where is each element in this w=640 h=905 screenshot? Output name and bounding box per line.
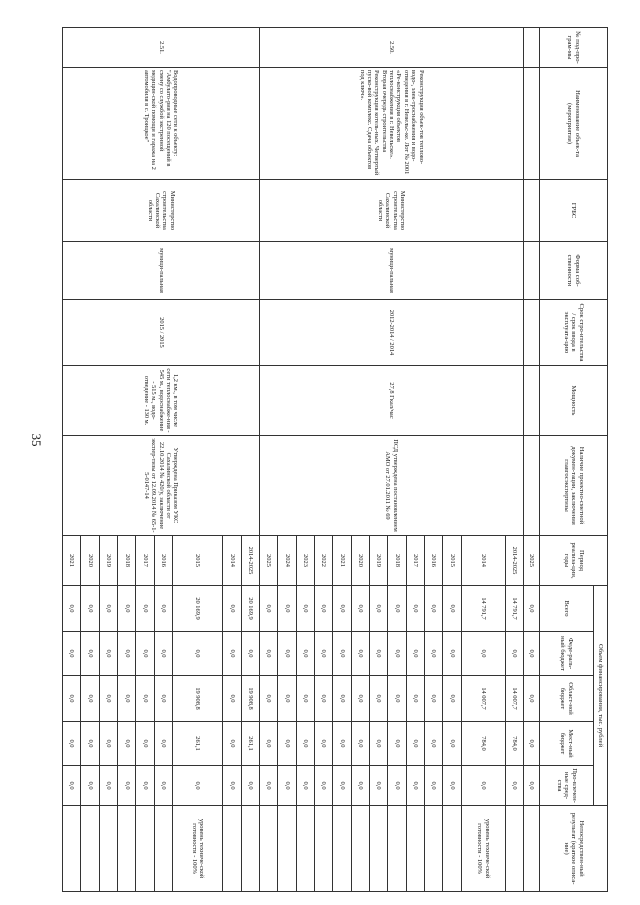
cell-name: Водопроводные сети к объекту: "Амбулато-рия на 120 посещений в смену со службой экстренной медицин-ской помощи и гаража на 2 автомобиля в с. Троицкое" bbox=[63, 68, 260, 180]
cell-grbs: Министерство строительства Сахалинской области bbox=[259, 180, 523, 242]
cell-local: 0,0 bbox=[136, 722, 154, 766]
cell-regional: 0,0 bbox=[223, 676, 241, 722]
cell-other: 0,0 bbox=[173, 766, 223, 806]
cell-federal: 0,0 bbox=[136, 632, 154, 676]
cell-other: 0,0 bbox=[388, 766, 406, 806]
cell-federal: 0,0 bbox=[241, 632, 259, 676]
cell-period: 2017 bbox=[406, 536, 424, 586]
cell-period: 2016 bbox=[154, 536, 172, 586]
cell-capacity: 1,2 км., в том числе сети теплоснабже-ния - 545 м., водоснабжение - 515 м., водо-отведение - 130 м. bbox=[63, 366, 260, 436]
cell-ownership: муници-пальная bbox=[63, 242, 260, 300]
cell-regional: 0,0 bbox=[136, 676, 154, 722]
cell-empty bbox=[406, 806, 424, 892]
cell-total: 0,0 bbox=[406, 586, 424, 632]
cell-total: 0,0 bbox=[524, 586, 540, 632]
rotated-table-container bbox=[62, 27, 608, 891]
cell-other: 0,0 bbox=[369, 766, 387, 806]
cell-other: 0,0 bbox=[81, 766, 99, 806]
cell-empty bbox=[351, 806, 369, 892]
cell-federal: 0,0 bbox=[369, 632, 387, 676]
cell-total: 20 169,9 bbox=[173, 586, 223, 632]
cell-empty bbox=[524, 242, 540, 300]
cell-empty bbox=[278, 806, 296, 892]
cell-other: 0,0 bbox=[333, 766, 351, 806]
cell-local: 0,0 bbox=[406, 722, 424, 766]
header-period-build: Срок стро-ительства / срок ввода в эксплуата-цию bbox=[540, 300, 608, 366]
cell-local: 0,0 bbox=[99, 722, 117, 766]
cell-total: 0,0 bbox=[424, 586, 442, 632]
cell-empty bbox=[524, 68, 540, 180]
cell-empty bbox=[369, 806, 387, 892]
cell-local: 0,0 bbox=[259, 722, 277, 766]
cell-other: 0,0 bbox=[223, 766, 241, 806]
cell-period: 2021 bbox=[333, 536, 351, 586]
cell-regional: 0,0 bbox=[259, 676, 277, 722]
cell-regional: 0,0 bbox=[296, 676, 314, 722]
cell-other: 0,0 bbox=[461, 766, 505, 806]
cell-empty bbox=[524, 28, 540, 68]
cell-local: 784,0 bbox=[461, 722, 505, 766]
cell-empty bbox=[154, 806, 172, 892]
cell-period: 2014-2025 bbox=[505, 536, 523, 586]
cell-total: 0,0 bbox=[99, 586, 117, 632]
header-ownership: Форма соб-ственности bbox=[540, 242, 608, 300]
cell-empty bbox=[424, 806, 442, 892]
header-row-1 bbox=[594, 28, 608, 892]
cell-total: 0,0 bbox=[333, 586, 351, 632]
cell-local: 0,0 bbox=[314, 722, 332, 766]
cell-regional: 0,0 bbox=[424, 676, 442, 722]
cell-local: 261,1 bbox=[173, 722, 223, 766]
cell-other: 0,0 bbox=[154, 766, 172, 806]
cell-empty bbox=[388, 806, 406, 892]
cell-regional: 0,0 bbox=[278, 676, 296, 722]
cell-total: 0,0 bbox=[154, 586, 172, 632]
header-finance-group: Объем финансирования, тыс. рублей bbox=[594, 586, 608, 806]
cell-empty bbox=[524, 806, 540, 892]
cell-regional: 0,0 bbox=[443, 676, 461, 722]
header-federal: Феде-раль-ный бюджет bbox=[540, 632, 594, 676]
financing-table bbox=[62, 27, 608, 892]
cell-other: 0,0 bbox=[63, 766, 81, 806]
cell-period: 2015 bbox=[443, 536, 461, 586]
cell-period: 2021 bbox=[63, 536, 81, 586]
cell-period: 2022 bbox=[314, 536, 332, 586]
cell-total: 0,0 bbox=[223, 586, 241, 632]
cell-total: 0,0 bbox=[296, 586, 314, 632]
cell-other: 0,0 bbox=[351, 766, 369, 806]
cell-empty bbox=[524, 436, 540, 536]
cell-regional: 19 908,8 bbox=[173, 676, 223, 722]
page-number: 35 bbox=[29, 433, 44, 447]
cell-federal: 0,0 bbox=[333, 632, 351, 676]
cell-ownership: муници-пальная bbox=[259, 242, 523, 300]
header-name: Наименование объек-та (мероприятия) bbox=[540, 68, 608, 180]
cell-total: 0,0 bbox=[351, 586, 369, 632]
cell-local: 0,0 bbox=[351, 722, 369, 766]
cell-empty bbox=[524, 300, 540, 366]
cell-federal: 0,0 bbox=[351, 632, 369, 676]
cell-other: 0,0 bbox=[424, 766, 442, 806]
table-row bbox=[505, 28, 523, 892]
cell-local: 0,0 bbox=[333, 722, 351, 766]
cell-period: 2014-2025 bbox=[241, 536, 259, 586]
cell-period: 2025 bbox=[524, 536, 540, 586]
cell-regional: 0,0 bbox=[369, 676, 387, 722]
cell-local: 0,0 bbox=[278, 722, 296, 766]
cell-total: 0,0 bbox=[369, 586, 387, 632]
cell-local: 0,0 bbox=[81, 722, 99, 766]
cell-period: 2025 bbox=[259, 536, 277, 586]
cell-other: 0,0 bbox=[406, 766, 424, 806]
cell-empty bbox=[314, 806, 332, 892]
table-row bbox=[524, 28, 540, 892]
cell-local: 784,0 bbox=[505, 722, 523, 766]
cell-local: 261,1 bbox=[241, 722, 259, 766]
cell-empty bbox=[223, 806, 241, 892]
cell-total: 0,0 bbox=[259, 586, 277, 632]
cell-empty bbox=[81, 806, 99, 892]
cell-federal: 0,0 bbox=[524, 632, 540, 676]
cell-total: 0,0 bbox=[63, 586, 81, 632]
cell-empty bbox=[505, 806, 523, 892]
cell-regional: 14 007,7 bbox=[461, 676, 505, 722]
cell-federal: 0,0 bbox=[406, 632, 424, 676]
cell-federal: 0,0 bbox=[296, 632, 314, 676]
cell-empty bbox=[443, 806, 461, 892]
cell-empty bbox=[118, 806, 136, 892]
cell-period: 2015 bbox=[173, 536, 223, 586]
cell-federal: 0,0 bbox=[505, 632, 523, 676]
header-other: Про-влечен-ные сред-ства bbox=[540, 766, 594, 806]
cell-federal: 0,0 bbox=[173, 632, 223, 676]
cell-result: уровень техниче-ской готовности - 100% bbox=[173, 806, 223, 892]
cell-psd: Утверждена Приказом УКС Сахалинской области от 22.10.2014 № 420/у, заключение экспер-тизы от 12.09.2014 № 65-1-5-0147-14 bbox=[63, 436, 260, 536]
cell-period: 2020 bbox=[351, 536, 369, 586]
cell-regional: 0,0 bbox=[406, 676, 424, 722]
cell-empty bbox=[296, 806, 314, 892]
header-regional: Област-ной бюджет bbox=[540, 676, 594, 722]
cell-federal: 0,0 bbox=[118, 632, 136, 676]
cell-other: 0,0 bbox=[443, 766, 461, 806]
cell-other: 0,0 bbox=[278, 766, 296, 806]
cell-other: 0,0 bbox=[118, 766, 136, 806]
cell-other: 0,0 bbox=[259, 766, 277, 806]
cell-empty bbox=[99, 806, 117, 892]
cell-federal: 0,0 bbox=[99, 632, 117, 676]
cell-period: 2019 bbox=[369, 536, 387, 586]
cell-period: 2016 bbox=[424, 536, 442, 586]
cell-federal: 0,0 bbox=[278, 632, 296, 676]
cell-total: 0,0 bbox=[118, 586, 136, 632]
cell-total: 20 169,9 bbox=[241, 586, 259, 632]
cell-no: 2.51. bbox=[63, 28, 260, 68]
cell-regional: 0,0 bbox=[81, 676, 99, 722]
cell-other: 0,0 bbox=[314, 766, 332, 806]
cell-regional: 0,0 bbox=[63, 676, 81, 722]
cell-other: 0,0 bbox=[296, 766, 314, 806]
cell-regional: 0,0 bbox=[118, 676, 136, 722]
cell-name: Реконструкция объек-тов теплово-водо-, элек-троснабжения и водо-отведения в г. Невельс-ке. Лот № 2001 «Ре-конструкция объектов теплоснабжения в г. Невельске». Вторая очередь строительства Реконструкция котель-ных. Четвертый пуско-вой комплекс. Сдача объектов под ключ». bbox=[259, 68, 523, 180]
header-period-real: Период реализа-ции, годы bbox=[540, 536, 608, 586]
cell-federal: 0,0 bbox=[388, 632, 406, 676]
cell-empty bbox=[259, 806, 277, 892]
table-row bbox=[241, 28, 259, 892]
cell-local: 0,0 bbox=[443, 722, 461, 766]
cell-federal: 0,0 bbox=[154, 632, 172, 676]
cell-period: 2018 bbox=[388, 536, 406, 586]
cell-total: 0,0 bbox=[314, 586, 332, 632]
header-no: № под-про-грам-мы bbox=[540, 28, 608, 68]
cell-federal: 0,0 bbox=[314, 632, 332, 676]
header-grbs: ГРБС bbox=[540, 180, 608, 242]
cell-empty bbox=[136, 806, 154, 892]
cell-federal: 0,0 bbox=[259, 632, 277, 676]
cell-federal: 0,0 bbox=[81, 632, 99, 676]
cell-period: 2017 bbox=[136, 536, 154, 586]
header-total: Всего bbox=[540, 586, 594, 632]
cell-period: 2018 bbox=[118, 536, 136, 586]
rotated-table-frame bbox=[62, 27, 608, 891]
cell-no: 2.50. bbox=[259, 28, 523, 68]
cell-empty bbox=[333, 806, 351, 892]
cell-total: 14 791,7 bbox=[461, 586, 505, 632]
cell-period: 2020 bbox=[81, 536, 99, 586]
cell-total: 0,0 bbox=[388, 586, 406, 632]
cell-local: 0,0 bbox=[118, 722, 136, 766]
cell-regional: 0,0 bbox=[351, 676, 369, 722]
cell-total: 0,0 bbox=[278, 586, 296, 632]
cell-period: 2023 bbox=[296, 536, 314, 586]
cell-local: 0,0 bbox=[369, 722, 387, 766]
cell-capacity: 27,8 Гкал/час bbox=[259, 366, 523, 436]
cell-local: 0,0 bbox=[154, 722, 172, 766]
cell-federal: 0,0 bbox=[424, 632, 442, 676]
cell-total: 14 791,7 bbox=[505, 586, 523, 632]
header-local: Мест-ный бюджет bbox=[540, 722, 594, 766]
cell-empty bbox=[524, 180, 540, 242]
cell-federal: 0,0 bbox=[443, 632, 461, 676]
cell-local: 0,0 bbox=[524, 722, 540, 766]
cell-total: 0,0 bbox=[136, 586, 154, 632]
cell-other: 0,0 bbox=[99, 766, 117, 806]
cell-grbs: Министерство строительства Сахалинской области bbox=[63, 180, 260, 242]
cell-psd: ПСД утверждена постановлением АМО от 27.01.2011 № 69 bbox=[259, 436, 523, 536]
cell-regional: 0,0 bbox=[314, 676, 332, 722]
cell-period-build: 2012-2014 / 2014 bbox=[259, 300, 523, 366]
cell-period-build: 2015 / 2015 bbox=[63, 300, 260, 366]
cell-regional: 19 908,8 bbox=[241, 676, 259, 722]
cell-empty bbox=[63, 806, 81, 892]
cell-period: 2014 bbox=[461, 536, 505, 586]
cell-other: 0,0 bbox=[505, 766, 523, 806]
cell-local: 0,0 bbox=[424, 722, 442, 766]
cell-regional: 0,0 bbox=[333, 676, 351, 722]
cell-total: 0,0 bbox=[443, 586, 461, 632]
cell-empty bbox=[524, 366, 540, 436]
cell-regional: 0,0 bbox=[388, 676, 406, 722]
cell-regional: 0,0 bbox=[99, 676, 117, 722]
cell-regional: 14 007,7 bbox=[505, 676, 523, 722]
cell-regional: 0,0 bbox=[524, 676, 540, 722]
cell-other: 0,0 bbox=[241, 766, 259, 806]
cell-federal: 0,0 bbox=[461, 632, 505, 676]
cell-local: 0,0 bbox=[296, 722, 314, 766]
cell-result: уровень техниче-ской готовности - 100% bbox=[461, 806, 505, 892]
cell-local: 0,0 bbox=[63, 722, 81, 766]
header-result: Непосредствен-ный результат (краткое описа-ние) bbox=[540, 806, 608, 892]
header-psd: Наличие проектно-сметной докумен-тации, заключения главгосэкспертизы bbox=[540, 436, 608, 536]
cell-federal: 0,0 bbox=[63, 632, 81, 676]
cell-other: 0,0 bbox=[136, 766, 154, 806]
cell-local: 0,0 bbox=[223, 722, 241, 766]
cell-period: 2024 bbox=[278, 536, 296, 586]
cell-regional: 0,0 bbox=[154, 676, 172, 722]
cell-total: 0,0 bbox=[81, 586, 99, 632]
cell-federal: 0,0 bbox=[223, 632, 241, 676]
cell-period: 2019 bbox=[99, 536, 117, 586]
cell-local: 0,0 bbox=[388, 722, 406, 766]
header-capacity: Мощность bbox=[540, 366, 608, 436]
cell-period: 2014 bbox=[223, 536, 241, 586]
cell-empty bbox=[241, 806, 259, 892]
cell-other: 0,0 bbox=[524, 766, 540, 806]
